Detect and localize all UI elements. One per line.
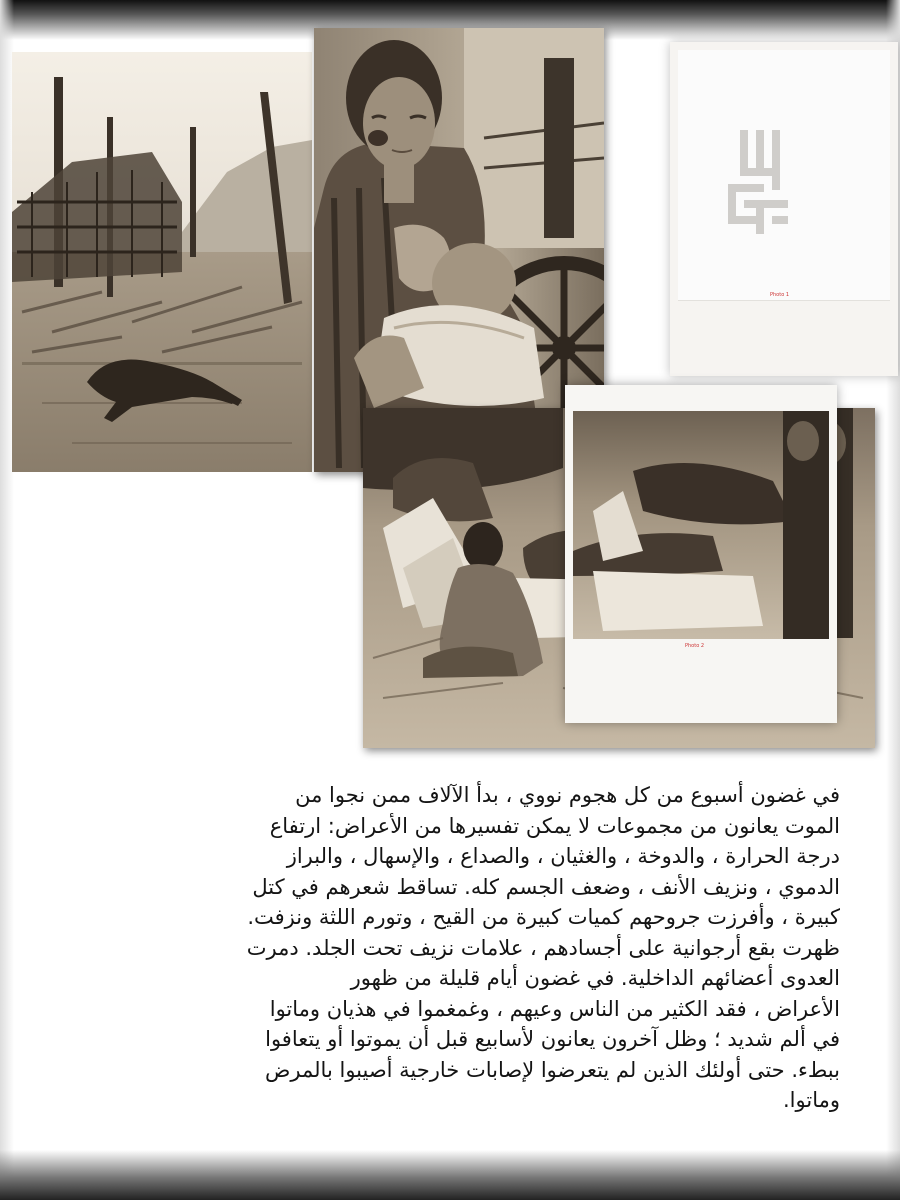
polaroid-frame — [565, 385, 837, 723]
polaroid-photo — [573, 411, 829, 639]
ruins-dead-horse-photo — [12, 52, 312, 472]
mother-nursing-baby-photo — [314, 28, 604, 472]
logo-stamp: Photo 1 — [770, 292, 790, 298]
logo-card — [670, 42, 898, 376]
polaroid-stamp: Photo 2 — [685, 643, 705, 649]
article-text: في غضون أسبوع من كل هجوم نووي ، بدأ الآلاف ممن نجوا من الموت يعانون من مجموعات لا يمكن تفسيرها من الأعراض: ارتفاع درجة الحرارة ، والدوخة ، والغثيان ، والصداع ، والإسهال ، والبراز الدموي ، ونزيف الأنف ، وضعف الجسم كله. تساقط شعرهم في كتل كبيرة ، وأفرزت جروحهم كميات كبيرة من القيح ، وتورم اللثة ونزفت. ظهرت بقع أرجوانية على أجسادهم ، علامات نزيف تحت الجلد. دمرت العدوى أعضائهم الداخلية. في غضون أيام قليلة من ظهور الأعراض ، فقد الكثير من الناس وعيهم ، وغمغموا في هذيان وماتوا في ألم شديد ؛ وظل آخرون يعانون لأسابيع قبل أن يموتوا أو يتعافوا ببطء. حتى أولئك الذين لم يتعرضوا لإصابات خارجية أصيبوا بالمرض وماتوا. — [246, 783, 840, 1112]
bottom-shadow — [0, 1150, 900, 1200]
kufic-calligraphy-logo — [728, 130, 788, 240]
